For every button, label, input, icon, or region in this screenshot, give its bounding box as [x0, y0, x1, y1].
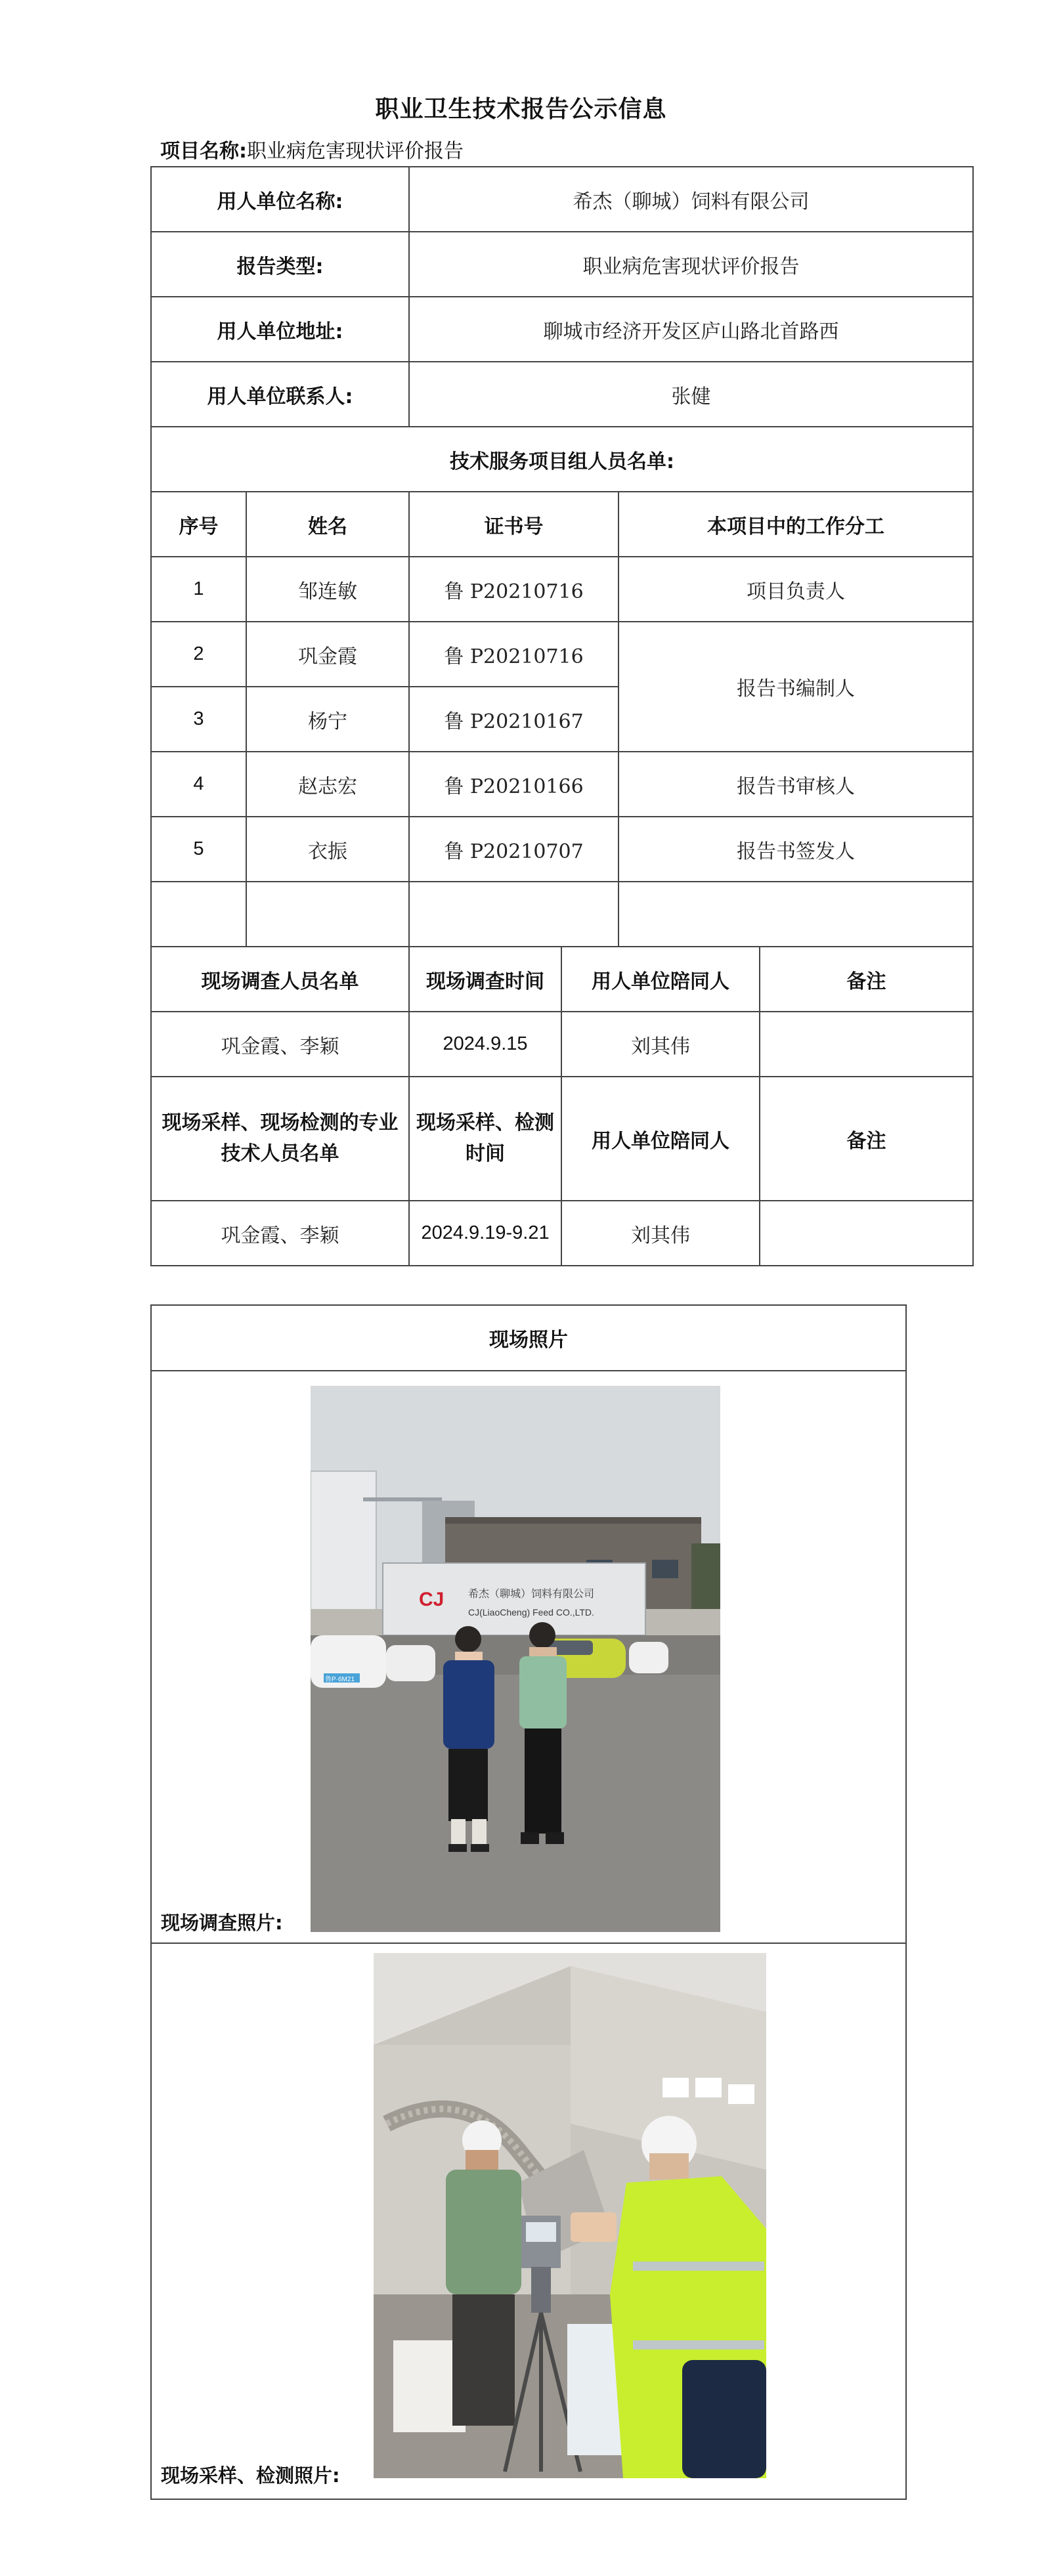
sampling-row — [151, 1201, 973, 1266]
unit-address-label: 用人单位地址: — [151, 297, 409, 362]
photos-heading: 现场照片 — [151, 1305, 906, 1371]
row-cert: 鲁 P20210167 — [409, 687, 619, 752]
unit-name-value: 希杰（聊城）饲料有限公司 — [409, 167, 973, 232]
row-role: 报告书签发人 — [619, 817, 973, 882]
survey-header-row — [151, 947, 973, 1012]
row-no: 1 — [151, 557, 246, 622]
col-header-cert: 证书号 — [409, 492, 619, 557]
sampling-companion: 刘其伟 — [561, 1201, 760, 1266]
info-row — [151, 167, 973, 232]
report-type-label: 报告类型: — [151, 232, 409, 297]
row-name: 巩金霞 — [246, 622, 409, 687]
info-row — [151, 232, 973, 297]
sampling-time: 2024.9.19-9.21 — [409, 1201, 561, 1266]
table-row — [151, 557, 973, 622]
sampling-note — [760, 1201, 973, 1266]
survey-note — [760, 1012, 973, 1077]
empty-cell — [409, 882, 619, 947]
sampling-time-header: 现场采样、检测时间 — [409, 1077, 561, 1201]
survey-people-header: 现场调查人员名单 — [151, 947, 409, 1012]
table-row — [151, 622, 973, 687]
company-sign-text: 希杰（聊城）饲料有限公司 — [468, 1589, 595, 1600]
row-name: 杨宁 — [246, 687, 409, 752]
unit-name-label: 用人单位名称: — [151, 167, 409, 232]
row-no: 5 — [151, 817, 246, 882]
row-no: 2 — [151, 622, 246, 687]
unit-contact-value: 张健 — [409, 362, 973, 427]
table-row — [151, 752, 973, 817]
table-row — [151, 817, 973, 882]
page-title: 职业卫生技术报告公示信息 — [375, 96, 667, 123]
photos-table — [150, 1304, 907, 2500]
empty-cell — [619, 882, 973, 947]
info-row — [151, 362, 973, 427]
row-role: 报告书审核人 — [619, 752, 973, 817]
project-name-label: 项目名称: — [160, 140, 247, 163]
survey-companion-header: 用人单位陪同人 — [561, 947, 760, 1012]
row-cert: 鲁 P20210716 — [409, 557, 619, 622]
row-no: 3 — [151, 687, 246, 752]
company-sign-subtext: CJ(LiaoCheng) Feed CO.,LTD. — [468, 1607, 594, 1618]
sampling-header-row — [151, 1077, 973, 1201]
survey-photo — [311, 1386, 720, 1932]
report-info-table — [150, 166, 974, 1266]
row-cert: 鲁 P20210707 — [409, 817, 619, 882]
sampling-photo-label: 现场采样、检测照片: — [161, 2464, 340, 2487]
team-header-row — [151, 492, 973, 557]
row-cert: 鲁 P20210166 — [409, 752, 619, 817]
empty-cell — [151, 882, 246, 947]
info-row — [151, 297, 973, 362]
row-role: 项目负责人 — [619, 557, 973, 622]
row-no: 4 — [151, 752, 246, 817]
col-header-name: 姓名 — [246, 492, 409, 557]
row-name: 衣振 — [246, 817, 409, 882]
report-type-value: 职业病危害现状评价报告 — [409, 232, 973, 297]
project-name-line — [160, 135, 464, 163]
survey-time: 2024.9.15 — [409, 1012, 561, 1077]
unit-contact-label: 用人单位联系人: — [151, 362, 409, 427]
survey-photo-cell — [151, 1371, 906, 1943]
row-cert: 鲁 P20210716 — [409, 622, 619, 687]
sampling-photo-cell — [151, 1943, 906, 2499]
sampling-people: 巩金霞、李颖 — [151, 1201, 409, 1266]
empty-cell — [246, 882, 409, 947]
row-role: 报告书编制人 — [619, 622, 973, 752]
survey-time-header: 现场调查时间 — [409, 947, 561, 1012]
survey-photo-label: 现场调查照片: — [161, 1912, 283, 1934]
survey-note-header: 备注 — [760, 947, 973, 1012]
car-plate: 鲁P·6M21 — [325, 1676, 355, 1683]
survey-people: 巩金霞、李颖 — [151, 1012, 409, 1077]
unit-address-value: 聊城市经济开发区庐山路北首路西 — [409, 297, 973, 362]
project-name-value: 职业病危害现状评价报告 — [247, 140, 464, 163]
col-header-role: 本项目中的工作分工 — [619, 492, 973, 557]
sampling-photo — [374, 1953, 766, 2478]
company-logo: CJ — [419, 1589, 445, 1610]
sampling-note-header: 备注 — [760, 1077, 973, 1201]
row-name: 邹连敏 — [246, 557, 409, 622]
sampling-companion-header: 用人单位陪同人 — [561, 1077, 760, 1201]
col-header-no: 序号 — [151, 492, 246, 557]
survey-row — [151, 1012, 973, 1077]
team-heading: 技术服务项目组人员名单: — [151, 427, 973, 492]
sampling-people-header: 现场采样、现场检测的专业技术人员名单 — [151, 1077, 409, 1201]
empty-row — [151, 882, 973, 947]
row-name: 赵志宏 — [246, 752, 409, 817]
survey-companion: 刘其伟 — [561, 1012, 760, 1077]
